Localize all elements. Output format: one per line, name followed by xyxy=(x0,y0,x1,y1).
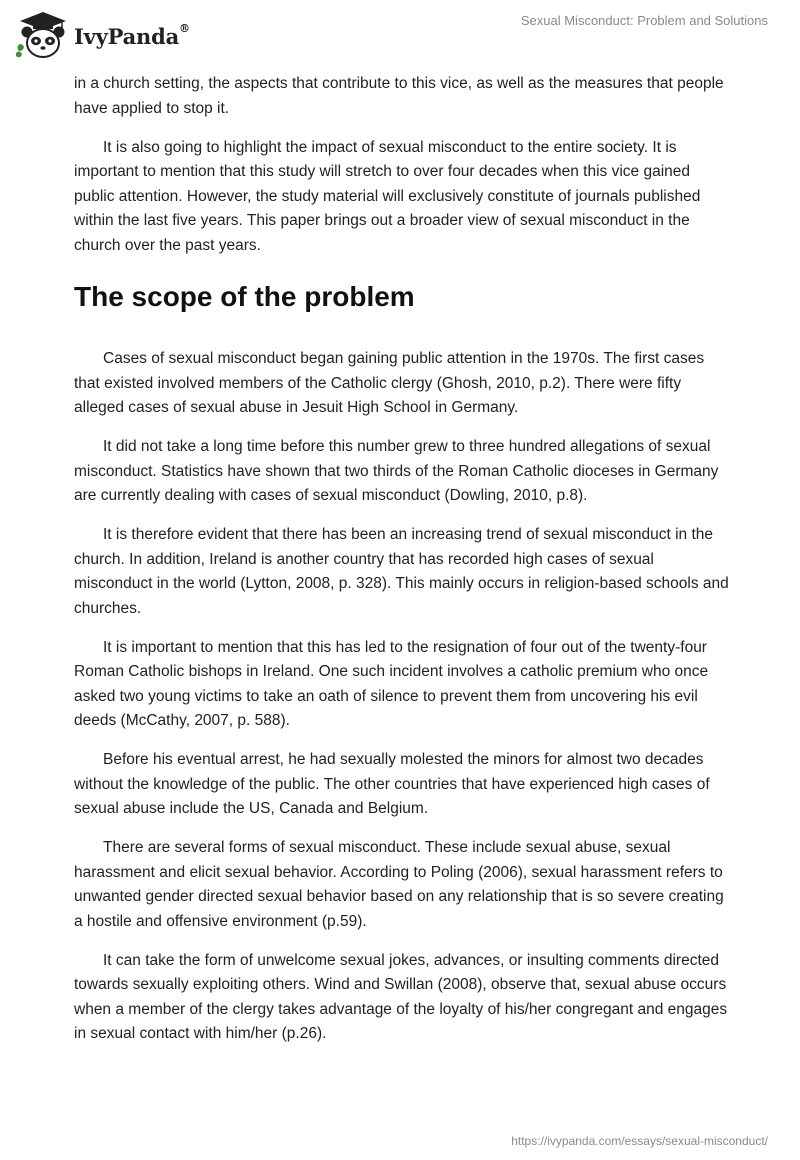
essay-content xyxy=(74,72,734,1061)
source-url[interactable]: https://ivypanda.com/essays/sexual-misconduct/ xyxy=(511,1134,768,1148)
paragraph: It is also going to highlight the impact of sexual misconduct to the entire society. It is important to mention that this study will stretch to over four decades when this vice gained public attention. However, the study material will exclusively constitute of journals published within the last five years. This paper brings out a broader view of sexual misconduct in the church over the past years. xyxy=(74,138,701,254)
paragraph: Before his eventual arrest, he had sexually molested the minors for almost two decades without the knowledge of the public. The other countries that have experienced high cases of sexual abuse include the US, Canada and Belgium. xyxy=(74,751,710,817)
section-heading: The scope of the problem xyxy=(74,281,415,312)
page-header xyxy=(0,0,800,70)
paragraph: It is important to mention that this has led to the resignation of four out of the twenty-four Roman Catholic bishops in Ireland. One such incident involves a catholic premium who once asked two young victims to take an oath of silence to prevent them from uncovering his evil deeds (McCathy, 2007, p. 588). xyxy=(74,638,709,729)
paragraph: It did not take a long time before this number grew to three hundred allegations of sexual misconduct. Statistics have shown that two thirds of the Roman Catholic dioceses in Germany are currently dealing with cases of sexual misconduct (Dowling, 2010, p.8). xyxy=(74,438,719,504)
paragraph: Cases of sexual misconduct began gaining public attention in the 1970s. The first cases that existed involved members of the Catholic clergy (Ghosh, 2010, p.2). There were fifty alleged cases of sexual abuse in Jesuit High School in Germany. xyxy=(74,350,705,416)
paragraph: It is therefore evident that there has been an increasing trend of sexual misconduct in the church. In addition, Ireland is another country that has recorded high cases of sexual misconduct in the world (Lytton, 2008, p. 328). This mainly occurs in religion-based schools and churches. xyxy=(74,526,729,617)
document-title: Sexual Misconduct: Problem and Solutions xyxy=(520,13,768,28)
paragraph: It can take the form of unwelcome sexual jokes, advances, or insulting comments directed towards sexually exploiting others. Wind and Swillan (2008), observe that, sexual abuse occurs when a member of the clergy takes advantage of the loyalty of his/her congregant and engages in sexual contact with him/her (p.26). xyxy=(74,951,728,1042)
brand-logo[interactable] xyxy=(14,10,190,62)
paragraph: in a church setting, the aspects that contribute to this vice, as well as the measures that people have applied to stop it. xyxy=(74,75,724,117)
brand-name: IvyPanda® xyxy=(74,21,190,49)
paragraph: There are several forms of sexual misconduct. These include sexual abuse, sexual harassment and elicit sexual behavior. According to Poling (2006), sexual harassment refers to unwanted gender directed sexual behavior based on any relationship that is so severe creating a hostile and offensive environment (p.59). xyxy=(74,839,724,930)
panda-graduate-icon xyxy=(14,10,72,62)
